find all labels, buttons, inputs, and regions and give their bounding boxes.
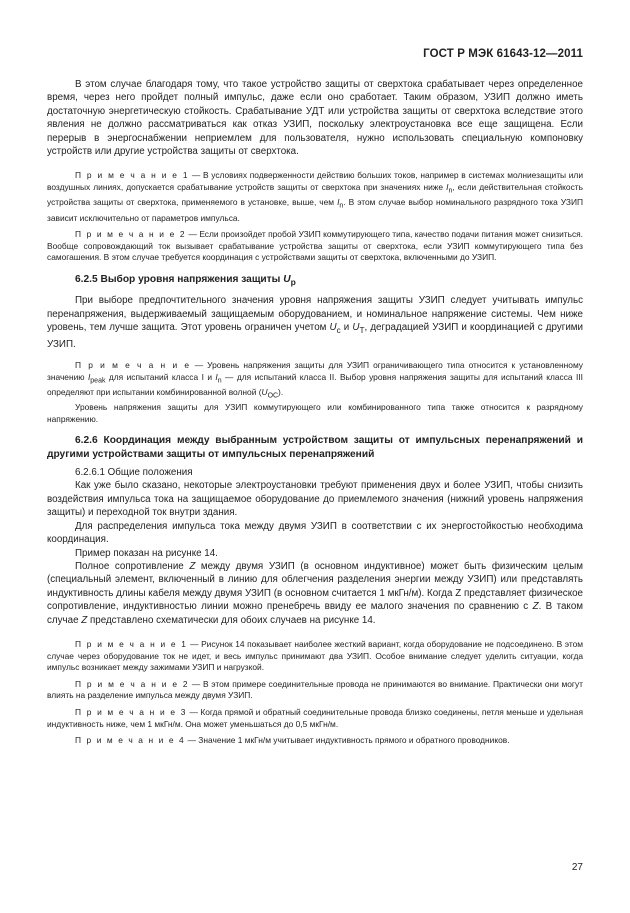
paragraph-protection-level: При выборе предпочтительного значения уровня напряжения защиты УЗИП следует учитывать импульс перенапряжения, выдерживаемый защищаемым оборудованием, и номинальное напряжение системы. Чем ниже уровень, тем лучше защита. Этот уровень ограничен учетом $U_c$ и $U_T$, деградацией УЗИП и координацией с другими УЗИП. — [47, 295, 583, 350]
note-label: П р и м е ч а н и е 1 — [75, 170, 190, 181]
note-inductance-loop: П р и м е ч а н и е 3 — Когда прямой и обратный соединительные провода близко соединены, петля меньше и удельная индуктивность ниже, чем 1 мкГн/м. Она может уменьшаться до 0,5 мкГн/м. — [47, 706, 583, 729]
note-protection-level: П р и м е ч а н и е — Уровень напряжения защиты для УЗИП ограничивающего типа относится к установленному значению $I_{peak}$ для испытаний класса I и $I_n$ — для испытаний класса II. Выбор уровня напряжения защиты для испытаний класса III определяют при испытании комбинированной волной $(U_{OC})$. — [47, 359, 583, 400]
paragraph-figure-ref: Пример показан на рисунке 14. — [75, 547, 218, 559]
section-6-2-6-heading: 6.2.6 Координация между выбранным устройством защиты от импульсных перенапряжений и другими устройствами защиты от импульсных перенапряжений — [47, 435, 583, 460]
note-label: П р и м е ч а н и е 3 — [75, 706, 187, 717]
section-6-2-5-heading: 6.2.5 Выбор уровня напряжения защиты $U_p$ — [75, 273, 296, 287]
standard-header: ГОСТ Р МЭК 61643-12—2011 — [423, 48, 583, 60]
note-1-high-currents: П р и м е ч а н и е 1 — В условиях подверженности действию больших токов, например в системах молниезащиты или воздушных линиях, допускается срабатывание устройств защиты от сверхтока при значениях ниже $I_n$, если действительная стойкость устройства защиты от сверхтока, применяемого в установке, выше, чем $I_n$. В этом случае выбор номинального разрядного тока УЗИП зависит исключительно от параметров импульса. — [47, 170, 584, 223]
page-content — [47, 78, 583, 747]
note-protection-level-continued: Уровень напряжения защиты для УЗИП коммутирующего или комбинированного типа также относится к разрядному напряжению. — [47, 402, 583, 424]
note-inductance-value: П р и м е ч а н и е 4 — Значение 1 мкГн/м учитывает индуктивность прямого и обратного проводников. — [75, 735, 510, 746]
note-figure-14: П р и м е ч а н и е 1 — Рисунок 14 показывает наиболее жесткий вариант, когда оборудование не подсоединено. В этом случае через оборудование ток не идет, и весь импульс принимают два УЗИП. Особое внимание следует уделить ситуации, когда импульс возникает между зажимами УЗИП и нагрузкой. — [47, 638, 583, 673]
note-wires: П р и м е ч а н и е 2 — В этом примере соединительные провода не принимаются во внимание. Практически они могут влиять на разделение импульса между двумя УЗИП. — [47, 678, 583, 701]
paragraph-overcurrent: В этом случае благодаря тому, что такое устройство защиты от сверхтока срабатывает через определенное время, через него пройдет полный импульс, даже если оно сработает. Таким образом, УЗИП должно иметь достаточную энергетическую стойкость. Срабатывание УДТ или устройства защиты от сверхтока вследствие этого явления не должно рассматриваться как отказ УЗИП, поскольку электроустановка все еще защищена. Если перерыв в энергоснабжении неприемлем для пользователя, нужно использовать специальную компоновку устройств или другие устройства защиты от сверхтока. — [47, 79, 583, 158]
page-number: 27 — [571, 862, 583, 873]
note-label: П р и м е ч а н и е — [75, 359, 191, 370]
paragraph-two-spd: Как уже было сказано, некоторые электроустановки требуют применения двух и более УЗИП, чтобы снизить воздействия импульса тока на защищаемое оборудование до приемлемого значения (нижний уровень напряжения защиты) и переходной ток внутри здания. — [47, 480, 583, 519]
note-label: П р и м е ч а н и е 4 — [75, 735, 186, 746]
note-label: П р и м е ч а н и е 2 — [75, 678, 190, 689]
note-label: П р и м е ч а н и е 1 — [75, 638, 188, 649]
section-6-2-6-1-heading: 6.2.6.1 Общие положения — [75, 467, 193, 479]
paragraph-impedance: Полное сопротивление Z между двумя УЗИП (в основном индуктивное) может быть физическим целым (специальный элемент, включенный в линию для облегчения разделения энергии между УЗИП) или представлять индуктивность длины кабеля между двумя УЗИП (в основном считается 1 мкГн/м). Когда Z представляет физическое сопротивление, индуктивностью линии можно пренебречь ввиду ее малого значения по сравнению с Z. В таком случае Z представлено схематически для обоих случаев на рисунке 14. — [47, 560, 584, 626]
paragraph-coordination: Для распределения импульса тока между двумя УЗИП в соответствии с их энергостойкостью необходима координация. — [47, 520, 583, 546]
note-2-breakdown: П р и м е ч а н и е 2 — Если произойдет пробой УЗИП коммутирующего типа, качество подачи питания может снизиться. Вообще сопровождающий ток вызывает срабатывание устройства защиты от сверхтока, если УЗИП коммутирующего типа без самогашения. В этом случае требуется координация с устройствами защиты от сверхтока, включенными до УЗИП. — [47, 229, 584, 263]
note-label: П р и м е ч а н и е 2 — [75, 229, 187, 240]
